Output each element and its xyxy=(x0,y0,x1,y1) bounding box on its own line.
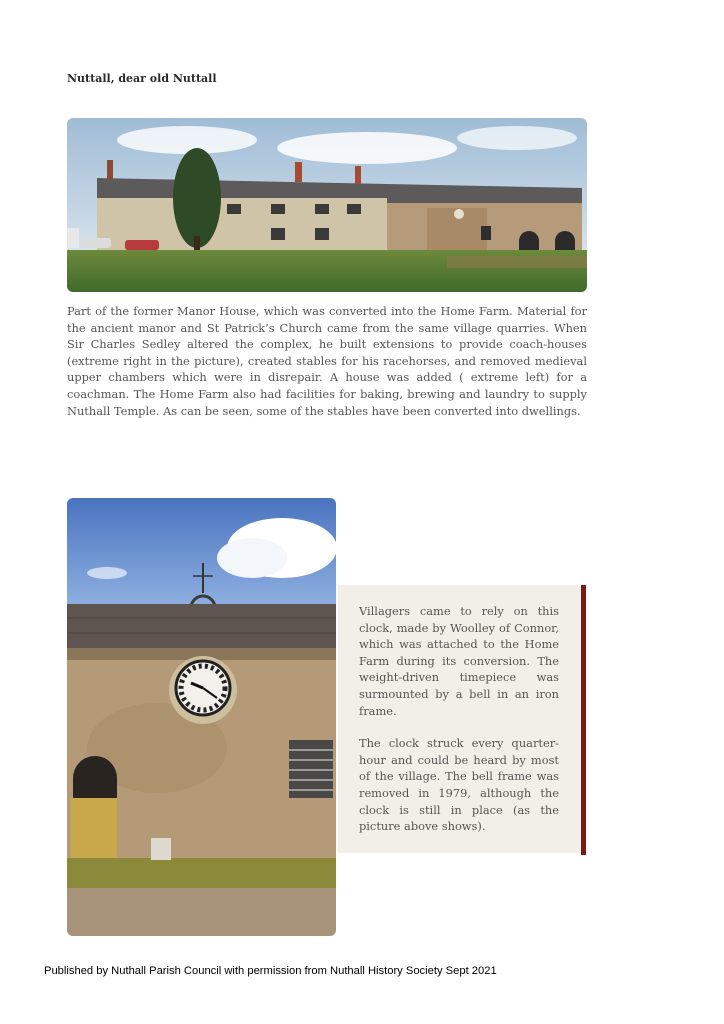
sidebar-paragraph-2: The clock struck every quarter-hour and could be heard by most of the village. The bell frame was removed in 1979, although the clock is still in place (as the picture above shows). xyxy=(359,736,559,834)
sidebar-accent-rule xyxy=(581,585,586,855)
publisher-footer: Published by Nuthall Parish Council with permission from Nuthall History Society Sept 2021 xyxy=(44,965,497,977)
clock-photo xyxy=(67,498,336,936)
manor-house-photo xyxy=(67,118,587,292)
manor-house-caption: Part of the former Manor House, which was converted into the Home Farm. Material for the ancient manor and St Patrick’s Church came from the same village quarries. When Sir Charles Sedley altered the complex, he built extensions to provide coach-houses (extreme right in the picture), created stables for his racehorses, and removed medieval upper chambers which were in disrepair. A house was added ( extreme left) for a coachman. The Home Farm also had facilities for baking, brewing and laundry to supply Nuthall Temple. As can be seen, some of the stables have been converted into dwellings. xyxy=(67,304,587,418)
page-header: Nuttall, dear old Nuttall xyxy=(67,72,217,85)
clock-sidebar-text xyxy=(359,603,559,851)
sidebar-paragraph-1: Villagers came to rely on this clock, made by Woolley of Connor, which was attached to the Home Farm during its conversion. The weight-driven timepiece was surmounted by a bell in an iron frame. xyxy=(359,604,559,718)
